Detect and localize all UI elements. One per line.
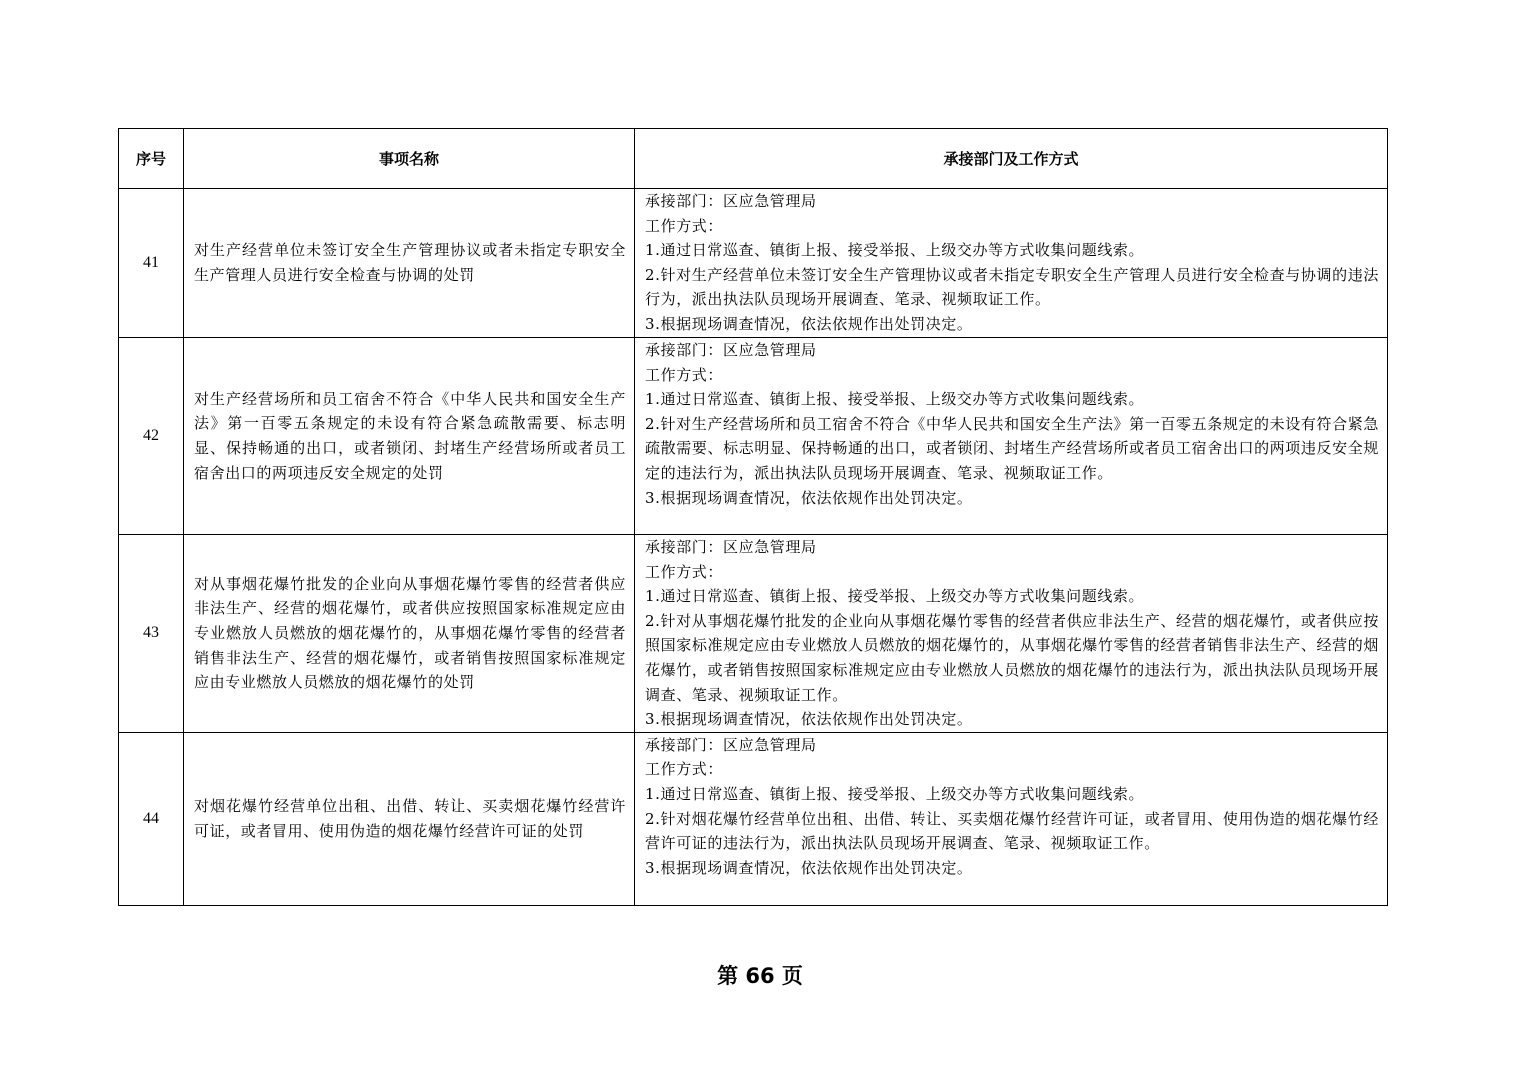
department-line: 承接部门：区应急管理局 (645, 735, 817, 754)
department-line: 承接部门：区应急管理局 (645, 192, 817, 210)
matter-name: 对生产经营场所和员工宿舍不符合《中华人民共和国安全生产法》第一百零五条规定的未设有符合紧急疏散需要、标志明显、保持畅通的出口，或者锁闭、封堵生产经营场所或者员工宿舍出口的两项违反安全规定的处罚 (184, 338, 635, 535)
method-step-1: 1.通过日常巡查、镇街上报、接受举报、上级交办等方式收集问题线索。 (645, 241, 1145, 260)
method-step-2: 2.针对生产经营场所和员工宿舍不符合《中华人民共和国安全生产法》第一百零五条规定的未设有符合紧急疏散需要、标志明显、保持畅通的出口，或者锁闭、封堵生产经营场所或者员工宿舍出口的两项违反安全规定的违法行为，派出执法队员现场开展调查、笔录、视频取证工作。 (645, 414, 1379, 482)
table-row (119, 189, 1388, 338)
method-label: 工作方式： (645, 562, 724, 581)
header-serial-number: 序号 (119, 129, 184, 189)
row-number: 43 (119, 535, 184, 733)
method-step-3: 3.根据现场调查情况，依法依规作出处罚决定。 (645, 314, 973, 333)
table-row (119, 535, 1388, 733)
department-and-method (635, 338, 1388, 535)
method-label: 工作方式： (645, 760, 724, 779)
row-number: 44 (119, 732, 184, 905)
method-step-3: 3.根据现场调查情况，依法依规作出处罚决定。 (645, 710, 973, 729)
header-department-and-method: 承接部门及工作方式 (635, 129, 1388, 189)
department-and-method (635, 189, 1388, 338)
table-row (119, 338, 1388, 535)
page-number: 第 66 页 (717, 964, 803, 988)
row-number: 42 (119, 338, 184, 535)
method-step-3: 3.根据现场调查情况，依法依规作出处罚决定。 (645, 858, 973, 877)
header-matter-name: 事项名称 (184, 129, 635, 189)
department-and-method (635, 535, 1388, 733)
method-label: 工作方式： (645, 216, 724, 235)
matter-name: 对生产经营单位未签订安全生产管理协议或者未指定专职安全生产管理人员进行安全检查与协调的处罚 (184, 189, 635, 338)
method-step-1: 1.通过日常巡查、镇街上报、接受举报、上级交办等方式收集问题线索。 (645, 587, 1145, 606)
department-line: 承接部门：区应急管理局 (645, 538, 817, 556)
matters-table (118, 128, 1388, 906)
department-line: 承接部门：区应急管理局 (645, 341, 817, 359)
matter-name: 对烟花爆竹经营单位出租、出借、转让、买卖烟花爆竹经营许可证，或者冒用、使用伪造的烟花爆竹经营许可证的处罚 (184, 732, 635, 905)
method-step-3: 3.根据现场调查情况，依法依规作出处罚决定。 (645, 488, 973, 507)
method-step-2: 2.针对烟花爆竹经营单位出租、出借、转让、买卖烟花爆竹经营许可证，或者冒用、使用伪造的烟花爆竹经营许可证的违法行为，派出执法队员现场开展调查、笔录、视频取证工作。 (645, 809, 1379, 853)
method-label: 工作方式： (645, 365, 724, 384)
department-and-method (635, 732, 1388, 905)
method-step-1: 1.通过日常巡查、镇街上报、接受举报、上级交办等方式收集问题线索。 (645, 390, 1145, 409)
matter-name: 对从事烟花爆竹批发的企业向从事烟花爆竹零售的经营者供应非法生产、经营的烟花爆竹，或者供应按照国家标准规定应由专业燃放人员燃放的烟花爆竹的，从事烟花爆竹零售的经营者销售非法生产、经营的烟花爆竹，或者销售按照国家标准规定应由专业燃放人员燃放的烟花爆竹的处罚 (184, 535, 635, 733)
method-step-2: 2.针对生产经营单位未签订安全生产管理协议或者未指定专职安全生产管理人员进行安全检查与协调的违法行为，派出执法队员现场开展调查、笔录、视频取证工作。 (645, 265, 1379, 309)
table-row (119, 732, 1388, 905)
row-number: 41 (119, 189, 184, 338)
table-header-row (119, 129, 1388, 189)
method-step-2: 2.针对从事烟花爆竹批发的企业向从事烟花爆竹零售的经营者供应非法生产、经营的烟花爆竹，或者供应按照国家标准规定应由专业燃放人员燃放的烟花爆竹的，从事烟花爆竹零售的经营者销售非法生产、经营的烟花爆竹，或者销售按照国家标准规定应由专业燃放人员燃放的烟花爆竹的违法行为，派出执法队员现场开展调查、笔录、视频取证工作。 (645, 611, 1379, 704)
method-step-1: 1.通过日常巡查、镇街上报、接受举报、上级交办等方式收集问题线索。 (645, 784, 1145, 803)
